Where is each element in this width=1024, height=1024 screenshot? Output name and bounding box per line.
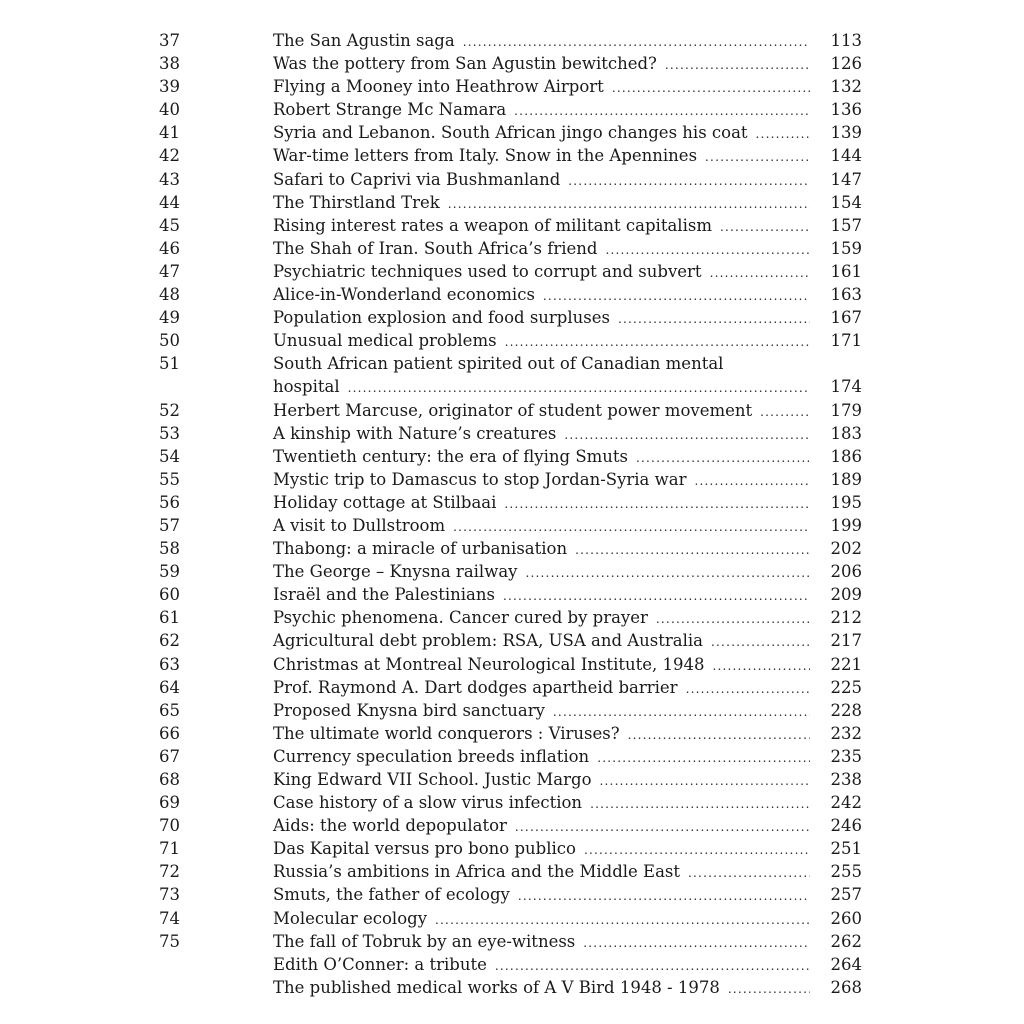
- page-number: 228: [830, 700, 862, 720]
- chapter-title: Holiday cottage at Stilbaai: [273, 492, 497, 512]
- dot-leader: [605, 239, 810, 262]
- toc-entry: [0, 168, 1024, 191]
- chapter-number: 69: [159, 793, 180, 813]
- toc-entry: [0, 930, 1024, 953]
- chapter-number: 61: [159, 608, 180, 628]
- toc-entry: [0, 98, 1024, 121]
- chapter-number: 57: [159, 515, 180, 535]
- chapter-title-line: [273, 98, 810, 121]
- page-number: 202: [830, 539, 862, 559]
- chapter-number: 49: [159, 308, 180, 328]
- page-number: 171: [830, 331, 862, 351]
- chapter-number: 47: [159, 261, 180, 281]
- toc-entry: [0, 676, 1024, 699]
- dot-leader: [628, 724, 810, 747]
- dot-leader: [695, 470, 811, 493]
- chapter-title-line: [273, 699, 810, 722]
- chapter-number: 48: [159, 285, 180, 305]
- chapter-title-line: [273, 653, 810, 676]
- chapter-title: Psychic phenomena. Cancer cured by prayer: [273, 608, 648, 628]
- chapter-title-line: [273, 468, 810, 491]
- toc-entry: [0, 791, 1024, 814]
- toc-entry: [0, 329, 1024, 352]
- dot-leader: [584, 839, 810, 862]
- dot-leader: [597, 747, 810, 770]
- dot-leader: [600, 770, 810, 793]
- chapter-title-line: [273, 29, 810, 52]
- chapter-title: The ultimate world conquerors : Viruses?: [273, 723, 620, 743]
- page-number: 161: [830, 261, 862, 281]
- chapter-number: 43: [159, 169, 180, 189]
- chapter-title-line: [273, 953, 810, 976]
- chapter-title: Smuts, the father of ecology: [273, 885, 510, 905]
- chapter-number: 38: [159, 54, 180, 74]
- dot-leader: [504, 493, 810, 516]
- page-number: 217: [830, 631, 862, 651]
- chapter-title-line: [273, 629, 810, 652]
- page-number: 144: [830, 146, 862, 166]
- chapter-title-line: [273, 75, 810, 98]
- page-number: 126: [830, 54, 862, 74]
- page-number: 262: [830, 931, 862, 951]
- chapter-number: 40: [159, 100, 180, 120]
- dot-leader: [636, 447, 810, 470]
- chapter-title: Case history of a slow virus infection: [273, 793, 583, 813]
- dot-leader: [711, 631, 810, 654]
- chapter-title-line: [273, 329, 810, 352]
- chapter-number: 75: [159, 931, 180, 951]
- chapter-number: 44: [159, 192, 180, 212]
- chapter-number: 62: [159, 631, 180, 651]
- chapter-number: 64: [159, 677, 180, 697]
- chapter-title: Proposed Knysna bird sanctuary: [273, 700, 545, 720]
- toc-entry: [0, 653, 1024, 676]
- chapter-title-line: [273, 583, 810, 606]
- chapter-number: 45: [159, 215, 180, 235]
- chapter-title: Syria and Lebanon. South African jingo changes his coat: [273, 123, 748, 143]
- chapter-number: 42: [159, 146, 180, 166]
- chapter-number: 60: [159, 585, 180, 605]
- page-number: 195: [830, 492, 862, 512]
- chapter-title: The Thirstland Trek: [273, 192, 440, 212]
- toc-entry: [0, 191, 1024, 214]
- toc-entry: [0, 745, 1024, 768]
- chapter-title: Unusual medical problems: [273, 331, 497, 351]
- dot-leader: [526, 562, 811, 585]
- dot-leader: [348, 377, 810, 400]
- page-number: 238: [830, 770, 862, 789]
- chapter-title-line: [273, 260, 810, 283]
- chapter-title-line: [273, 837, 810, 860]
- page-number: 157: [830, 215, 862, 235]
- dot-leader: [543, 285, 810, 308]
- page-number: 113: [830, 31, 862, 50]
- chapter-title: The published medical works of A V Bird 1948 - 1978: [273, 977, 720, 997]
- page-number: 139: [830, 123, 862, 143]
- dot-leader: [720, 216, 810, 239]
- chapter-title: Herbert Marcuse, originator of student power movement: [273, 400, 753, 420]
- chapter-title-line: [273, 491, 810, 514]
- chapter-number: 37: [159, 31, 180, 50]
- chapter-title-line: [273, 606, 810, 629]
- chapter-title-line: [273, 745, 810, 768]
- chapter-title-line: [273, 52, 810, 75]
- chapter-title-line: [273, 514, 810, 537]
- dot-leader: [518, 885, 810, 908]
- chapter-number: 74: [159, 908, 180, 928]
- toc-entry: [0, 953, 1024, 976]
- chapter-number: 41: [159, 123, 180, 143]
- dot-leader: [705, 146, 810, 169]
- dot-leader: [583, 932, 810, 955]
- toc-entry: [0, 907, 1024, 930]
- page-number: 209: [830, 585, 862, 605]
- chapter-number: 52: [159, 400, 180, 420]
- chapter-title: Agricultural debt problem: RSA, USA and Australia: [273, 631, 704, 651]
- chapter-title: Das Kapital versus pro bono publico: [273, 839, 576, 859]
- page-number: 268: [830, 977, 862, 997]
- dot-leader: [665, 54, 810, 77]
- chapter-number: 55: [159, 469, 180, 489]
- chapter-title: Population explosion and food surpluses: [273, 308, 610, 328]
- chapter-title: Psychiatric techniques used to corrupt and subvert: [273, 261, 702, 281]
- toc-entry: [0, 699, 1024, 722]
- chapter-title: Mystic trip to Damascus to stop Jordan-Syria war: [273, 469, 687, 489]
- chapter-number: 63: [159, 654, 180, 674]
- chapter-title: Was the pottery from San Agustin bewitched?: [273, 54, 657, 74]
- chapter-number: 50: [159, 331, 180, 351]
- dot-leader: [656, 608, 810, 631]
- toc-entry: [0, 468, 1024, 491]
- toc-entry: [0, 860, 1024, 883]
- page-number: 163: [830, 285, 862, 305]
- page-number: 255: [830, 862, 862, 882]
- chapter-title: Prof. Raymond A. Dart dodges apartheid barrier: [273, 677, 678, 697]
- page-number: 251: [830, 839, 862, 859]
- toc-entry: [0, 306, 1024, 329]
- chapter-number: 56: [159, 492, 180, 512]
- chapter-number: 72: [159, 862, 180, 882]
- toc-entry: [0, 768, 1024, 791]
- chapter-title: Safari to Caprivi via Bushmanland: [273, 169, 561, 189]
- chapter-title-line: [273, 375, 810, 398]
- page-number: 206: [830, 562, 862, 582]
- chapter-title-line: [273, 237, 810, 260]
- chapter-title: Alice-in-Wonderland economics: [273, 285, 535, 305]
- page-number: 132: [830, 77, 862, 97]
- page-number: 264: [830, 954, 862, 974]
- page-number: 199: [830, 515, 862, 535]
- dot-leader: [686, 678, 810, 701]
- toc-entry: [0, 422, 1024, 445]
- chapter-title-line: [273, 283, 810, 306]
- chapter-title: War-time letters from Italy. Snow in the Apennines: [273, 146, 698, 166]
- chapter-title-line: [273, 144, 810, 167]
- page-number: 232: [830, 723, 862, 743]
- dot-leader: [564, 424, 810, 447]
- dot-leader: [728, 978, 810, 1001]
- toc-entry: [0, 214, 1024, 237]
- chapter-title: The George – Knysna railway: [273, 562, 518, 582]
- chapter-title: King Edward VII School. Justic Margo: [273, 770, 592, 789]
- chapter-title: Russia’s ambitions in Africa and the Middle East: [273, 862, 681, 882]
- toc-entry: [0, 491, 1024, 514]
- dot-leader: [495, 955, 810, 978]
- chapter-title-line: [273, 883, 810, 906]
- chapter-title: Robert Strange Mc Namara: [273, 100, 507, 120]
- chapter-title: hospital: [273, 377, 340, 397]
- dot-leader: [710, 262, 810, 285]
- toc-entry: [0, 237, 1024, 260]
- dot-leader: [463, 31, 810, 54]
- page-number: 221: [830, 654, 862, 674]
- chapter-title: Edith O’Conner: a tribute: [273, 954, 487, 974]
- dot-leader: [505, 331, 810, 354]
- dot-leader: [590, 793, 810, 816]
- toc-entry: [0, 514, 1024, 537]
- toc-entry: [0, 606, 1024, 629]
- chapter-title-line: [273, 399, 810, 422]
- dot-leader: [503, 585, 810, 608]
- toc-entry: [0, 445, 1024, 468]
- chapter-title-line: [273, 121, 810, 144]
- page-number: 136: [830, 100, 862, 120]
- dot-leader: [688, 862, 810, 885]
- chapter-number: 70: [159, 816, 180, 836]
- dot-leader: [618, 308, 810, 331]
- dot-leader: [756, 123, 810, 146]
- toc-entry: [0, 283, 1024, 306]
- chapter-number: 51: [159, 354, 180, 374]
- chapter-number: 67: [159, 746, 180, 766]
- page-number: 167: [830, 308, 862, 328]
- page-number: 242: [830, 793, 862, 813]
- chapter-number: 68: [159, 770, 180, 789]
- toc-entry: [0, 814, 1024, 837]
- chapter-number: 66: [159, 723, 180, 743]
- chapter-title-line: [273, 814, 810, 837]
- chapter-number: 46: [159, 238, 180, 258]
- toc-entry: [0, 29, 1024, 52]
- toc-entry: [0, 583, 1024, 606]
- page-number: 186: [830, 446, 862, 466]
- page-number: 212: [830, 608, 862, 628]
- toc-entry: [0, 121, 1024, 144]
- page-number: 147: [830, 169, 862, 189]
- dot-leader: [515, 816, 810, 839]
- chapter-title-line: [273, 930, 810, 953]
- page-number: 189: [830, 469, 862, 489]
- toc-entry: [0, 75, 1024, 98]
- chapter-title: The fall of Tobruk by an eye-witness: [273, 931, 576, 951]
- toc-entry: [0, 560, 1024, 583]
- chapter-title-text: South African patient spirited out of Canadian mental: [273, 354, 724, 374]
- toc-entry: [0, 52, 1024, 75]
- toc-entry: [0, 144, 1024, 167]
- table-of-contents: [0, 29, 1024, 999]
- chapter-title-line: [273, 676, 810, 699]
- toc-entry: [0, 629, 1024, 652]
- chapter-title: A visit to Dullstroom: [273, 515, 446, 535]
- dot-leader: [712, 655, 810, 678]
- chapter-number: 73: [159, 885, 180, 905]
- chapter-number: 65: [159, 700, 180, 720]
- chapter-title-line: [273, 791, 810, 814]
- dot-leader: [435, 909, 810, 932]
- chapter-title: Aids: the world depopulator: [273, 816, 507, 836]
- page-number: 154: [830, 192, 862, 212]
- chapter-number: 59: [159, 562, 180, 582]
- chapter-title-line: [273, 907, 810, 930]
- chapter-title-line: [273, 168, 810, 191]
- chapter-title-line: [273, 214, 810, 237]
- chapter-title: Christmas at Montreal Neurological Institute, 1948: [273, 654, 705, 674]
- toc-entry: [0, 399, 1024, 422]
- page-number: 260: [830, 908, 862, 928]
- chapter-title: Flying a Mooney into Heathrow Airport: [273, 77, 604, 97]
- chapter-title-line: [273, 860, 810, 883]
- page-number: 235: [830, 746, 862, 766]
- chapter-title-line: [273, 306, 810, 329]
- chapter-title-first-line: [273, 352, 773, 375]
- dot-leader: [568, 170, 810, 193]
- page-number: 159: [830, 238, 862, 258]
- toc-entry: [0, 976, 1024, 999]
- chapter-title-line: [273, 976, 810, 999]
- chapter-title: Israël and the Palestinians: [273, 585, 495, 605]
- dot-leader: [514, 100, 810, 123]
- chapter-number: 53: [159, 423, 180, 443]
- chapter-title: Thabong: a miracle of urbanisation: [273, 539, 568, 559]
- chapter-number: 71: [159, 839, 180, 859]
- chapter-title: Currency speculation breeds inflation: [273, 746, 590, 766]
- chapter-title: The Shah of Iran. South Africa’s friend: [273, 238, 598, 258]
- chapter-title-line: [273, 768, 810, 791]
- chapter-title-line: [273, 537, 810, 560]
- dot-leader: [448, 193, 810, 216]
- chapter-title: Twentieth century: the era of flying Smuts: [273, 446, 629, 466]
- dot-leader: [612, 77, 810, 100]
- toc-entry: [0, 537, 1024, 560]
- dot-leader: [760, 401, 810, 424]
- page-number: 174: [830, 377, 862, 397]
- dot-leader: [575, 539, 810, 562]
- toc-entry: [0, 722, 1024, 745]
- chapter-title-line: [273, 560, 810, 583]
- chapter-title: Molecular ecology: [273, 908, 428, 928]
- chapter-title: The San Agustin saga: [273, 31, 455, 50]
- chapter-number: 39: [159, 77, 180, 97]
- page-number: 183: [830, 423, 862, 443]
- page-number: 246: [830, 816, 862, 836]
- toc-entry: [0, 837, 1024, 860]
- chapter-title: A kinship with Nature’s creatures: [273, 423, 557, 443]
- page-number: 179: [830, 400, 862, 420]
- chapter-title-line: [273, 445, 810, 468]
- toc-entry: [0, 260, 1024, 283]
- chapter-number: 58: [159, 539, 180, 559]
- toc-entry: [0, 352, 1024, 398]
- chapter-title: Rising interest rates a weapon of militant capitalism: [273, 215, 712, 235]
- chapter-title-line: [273, 722, 810, 745]
- toc-entry: [0, 883, 1024, 906]
- chapter-number: 54: [159, 446, 180, 466]
- dot-leader: [553, 701, 810, 724]
- chapter-title-line: [273, 191, 810, 214]
- chapter-title-line: [273, 422, 810, 445]
- page-number: 225: [830, 677, 862, 697]
- dot-leader: [453, 516, 810, 539]
- page-number: 257: [830, 885, 862, 905]
